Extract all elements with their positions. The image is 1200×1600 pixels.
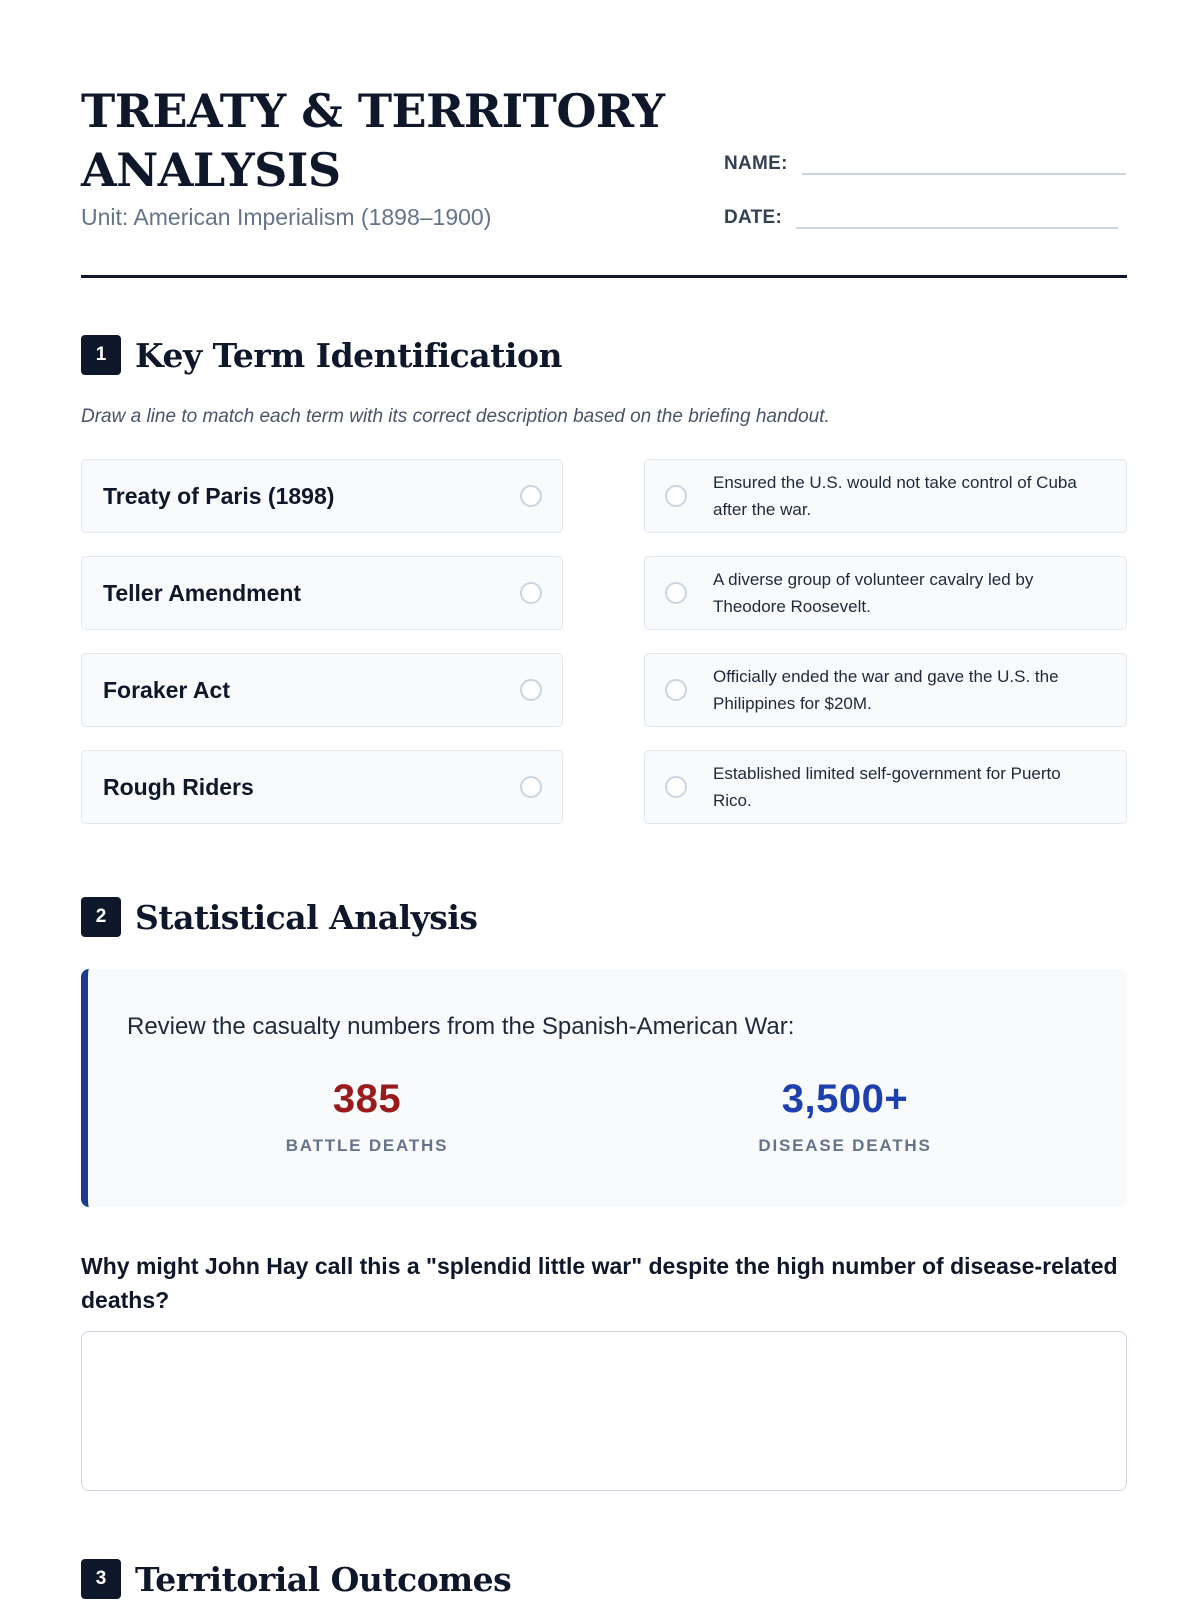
section-2-heading bbox=[81, 897, 477, 937]
description-text: Officially ended the war and gave the U.S. the Philippines for $20M. bbox=[713, 667, 1059, 713]
match-point-icon[interactable] bbox=[665, 776, 687, 798]
stat-label: BATTLE DEATHS bbox=[285, 1136, 449, 1155]
stat-value: 385 bbox=[332, 1077, 402, 1121]
name-field bbox=[724, 145, 1126, 175]
term-label: Treaty of Paris (1898) bbox=[103, 482, 335, 509]
battle-deaths-stat bbox=[207, 1077, 527, 1156]
stat-value: 3,500+ bbox=[781, 1077, 909, 1121]
term-card[interactable] bbox=[81, 556, 563, 630]
stat-label: DISEASE DEATHS bbox=[758, 1136, 932, 1155]
title-line-2: ANALYSIS bbox=[81, 143, 341, 197]
page-title bbox=[81, 82, 701, 200]
section-title: Key Term Identification bbox=[135, 335, 562, 375]
analysis-question: Why might John Hay call this a "splendid little war" despite the high number of disease-related deaths? bbox=[81, 1253, 1118, 1313]
description-card[interactable] bbox=[644, 750, 1127, 824]
description-card[interactable] bbox=[644, 653, 1127, 727]
stats-prompt: Review the casualty numbers from the Spanish-American War: bbox=[127, 1013, 795, 1040]
term-label: Teller Amendment bbox=[103, 579, 302, 606]
match-point-icon[interactable] bbox=[520, 776, 542, 798]
match-point-icon[interactable] bbox=[665, 485, 687, 507]
term-label: Rough Riders bbox=[103, 773, 254, 800]
section-title: Territorial Outcomes bbox=[135, 1559, 512, 1599]
description-card[interactable] bbox=[644, 556, 1127, 630]
disease-deaths-stat bbox=[685, 1077, 1005, 1156]
section-1-heading bbox=[81, 335, 562, 375]
section-number-badge: 3 bbox=[81, 1559, 121, 1599]
description-text: Established limited self-government for Puerto Rico. bbox=[713, 764, 1061, 810]
description-card[interactable] bbox=[644, 459, 1127, 533]
date-input-line[interactable] bbox=[796, 199, 1118, 229]
match-point-icon[interactable] bbox=[520, 485, 542, 507]
header-divider bbox=[81, 275, 1127, 278]
section-title: Statistical Analysis bbox=[135, 897, 478, 937]
match-point-icon[interactable] bbox=[665, 679, 687, 701]
match-point-icon[interactable] bbox=[520, 679, 542, 701]
description-text: A diverse group of volunteer cavalry led by Theodore Roosevelt. bbox=[713, 570, 1034, 616]
matching-instructions: Draw a line to match each term with its correct description based on the briefing handout. bbox=[81, 406, 830, 427]
section-3-heading bbox=[81, 1559, 511, 1599]
match-point-icon[interactable] bbox=[520, 582, 542, 604]
section-number-badge: 2 bbox=[81, 897, 121, 937]
description-text: Ensured the U.S. would not take control of Cuba after the war. bbox=[713, 473, 1077, 519]
unit-subtitle: Unit: American Imperialism (1898–1900) bbox=[81, 204, 492, 230]
answer-textarea[interactable] bbox=[81, 1331, 1127, 1491]
term-label: Foraker Act bbox=[103, 676, 230, 703]
casualty-stats-panel bbox=[81, 969, 1127, 1207]
term-card[interactable] bbox=[81, 653, 563, 727]
date-field bbox=[724, 199, 1118, 229]
name-label: NAME: bbox=[724, 153, 788, 174]
section-number-badge: 1 bbox=[81, 335, 121, 375]
date-label: DATE: bbox=[724, 207, 783, 228]
title-line-1: TREATY & TERRITORY bbox=[81, 84, 665, 138]
term-card[interactable] bbox=[81, 750, 563, 824]
term-card[interactable] bbox=[81, 459, 563, 533]
match-point-icon[interactable] bbox=[665, 582, 687, 604]
name-input-line[interactable] bbox=[802, 145, 1126, 175]
